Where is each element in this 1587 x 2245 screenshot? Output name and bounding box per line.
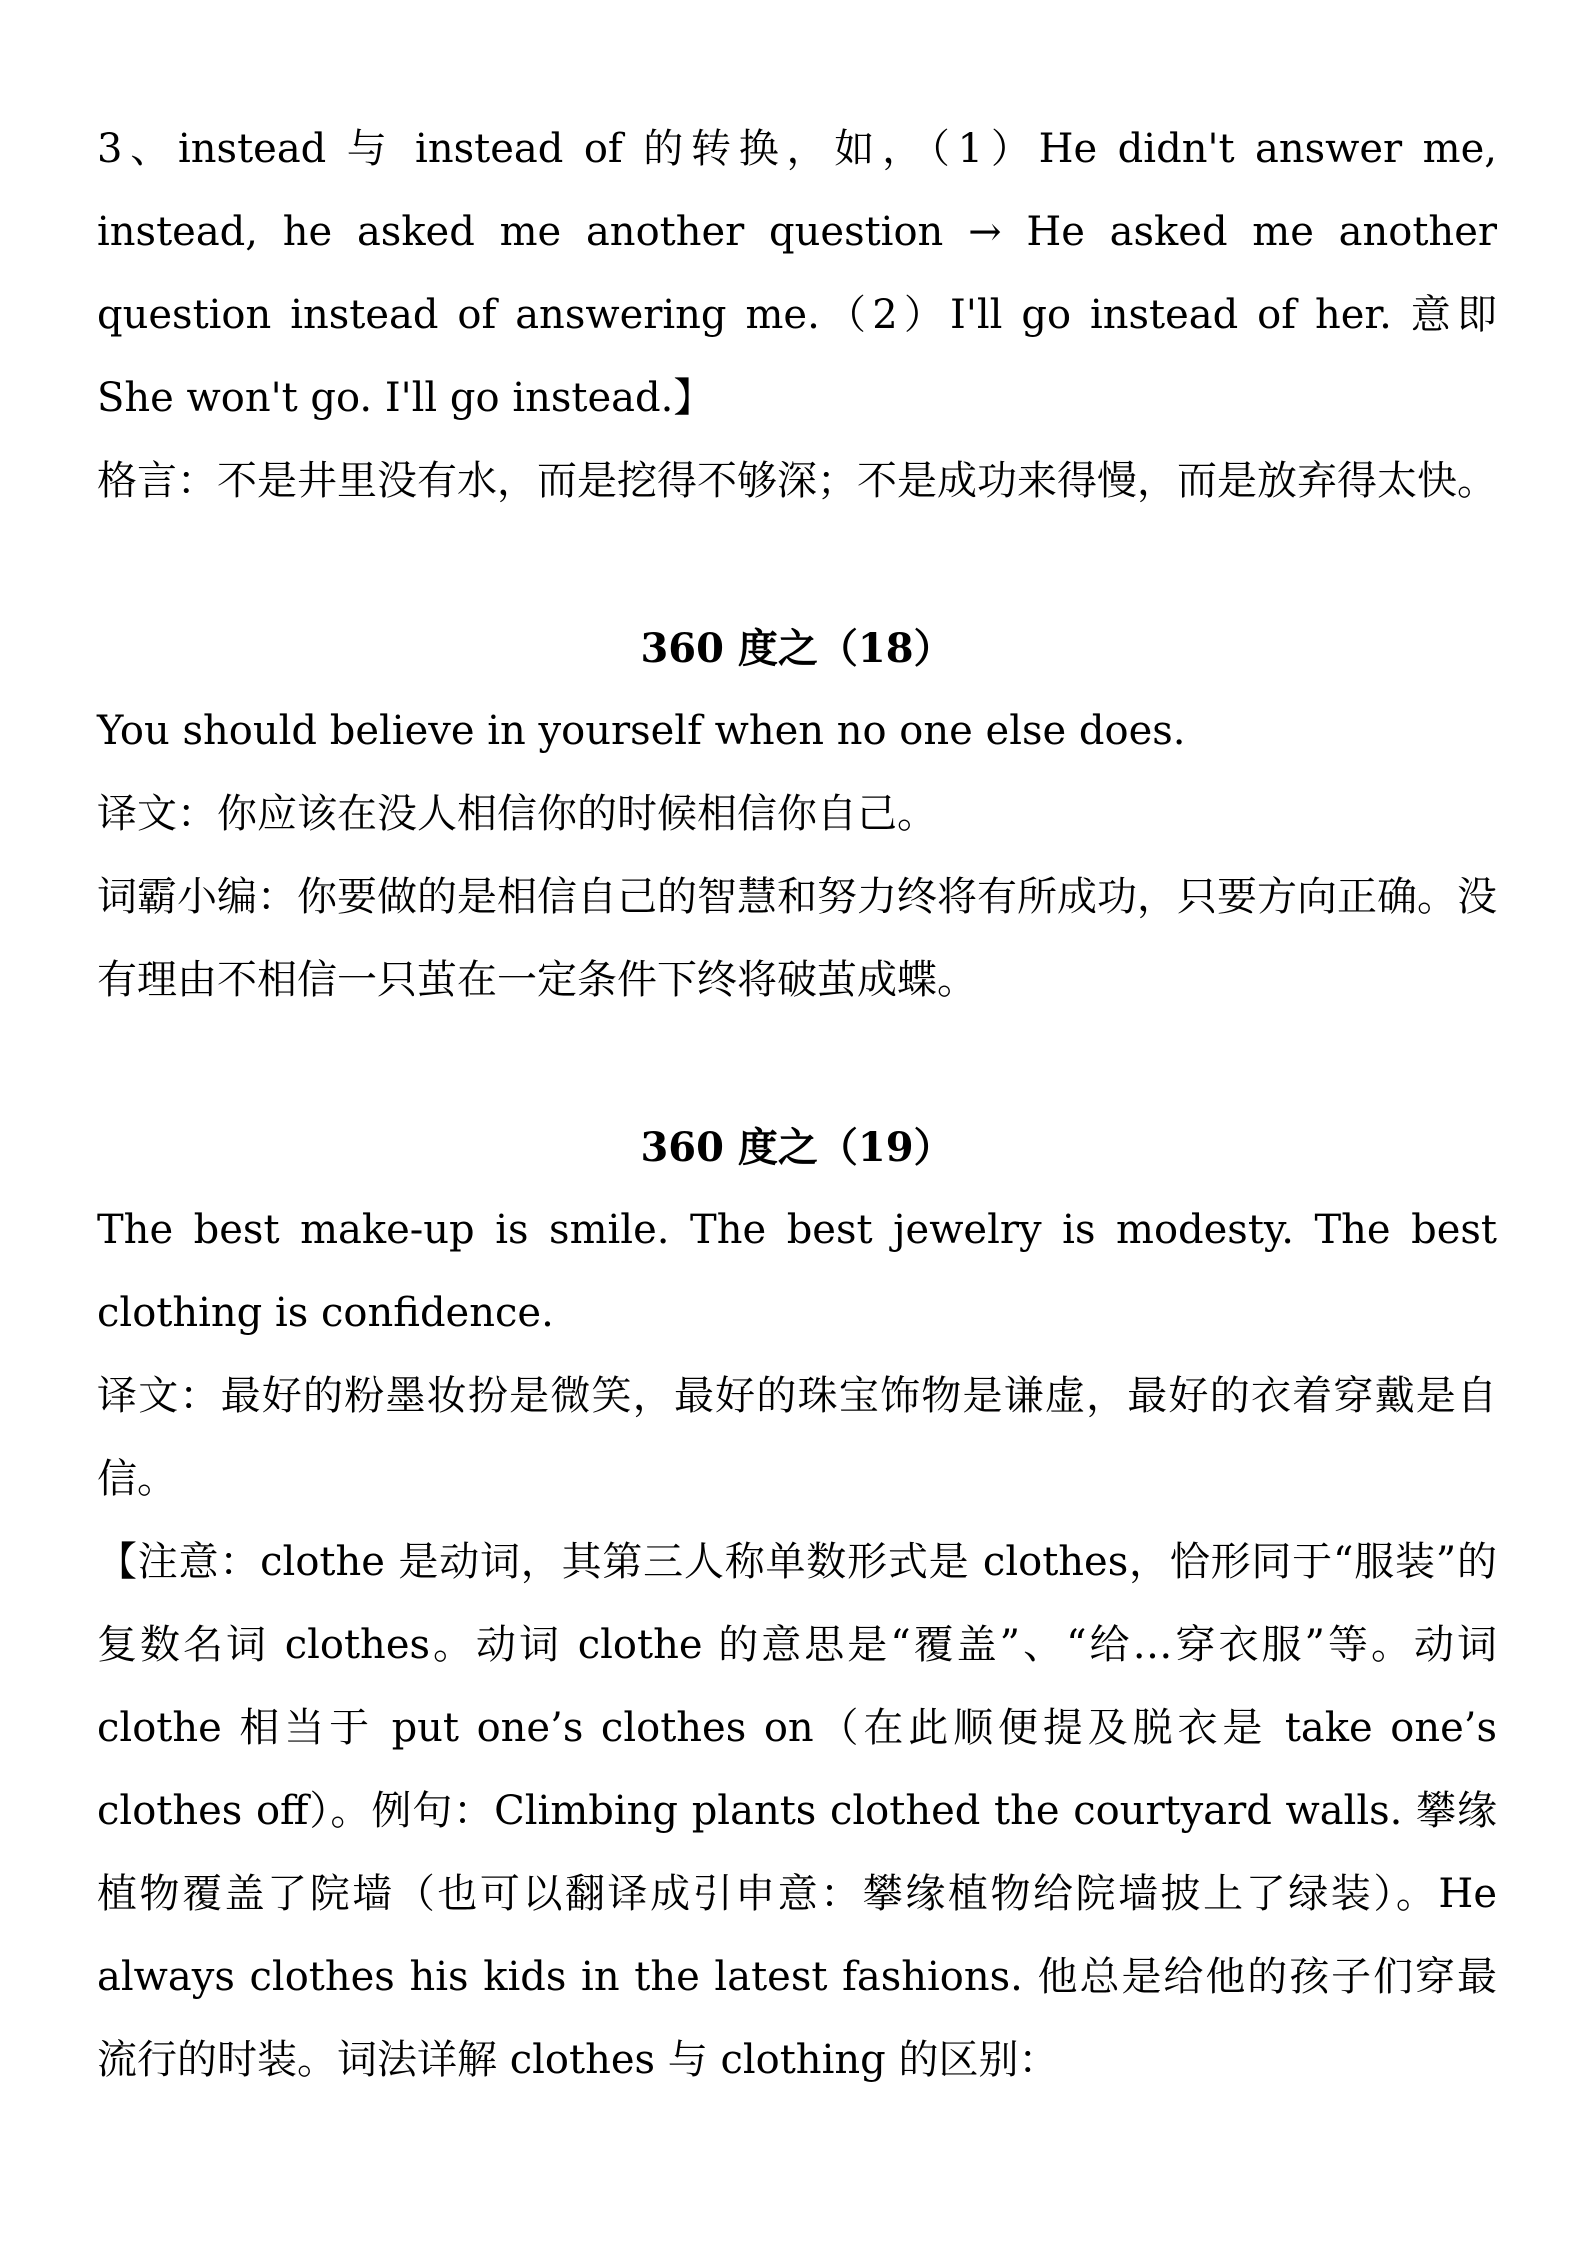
section-19-translation: 译文：最好的粉墨妆扮是微笑，最好的珠宝饰物是谦虚，最好的衣着穿戴是自信。 (97, 1373, 1497, 1502)
section-spacer (97, 523, 1497, 607)
section-18-title: 360 度之（18） (640, 625, 954, 672)
instead-conversion-paragraph: 3、instead 与 instead of 的转换，如，（1）He didn't answer me, instead, he asked me another question → He asked me another question instead of answering me.（2）I'll go instead of her. 意即 She won't go. I'll go instead.】 (97, 126, 1497, 421)
section-18-note: 词霸小编：你要做的是相信自己的智慧和努力终将有所成功，只要方向正确。没有理由不相信一只茧在一定条件下终将破茧成蝶。 (97, 874, 1497, 1003)
section-spacer (97, 1022, 1497, 1106)
section-19-title: 360 度之（19） (640, 1124, 954, 1171)
section-19-note: 【注意：clothe 是动词，其第三人称单数形式是 clothes，恰形同于“服装”的复数名词 clothes。动词 clothe 的意思是“覆盖”、“给…穿衣服”等。动词 clothe 相当于 put one’s clothes on（在此顺便提及脱衣是 take one’s clothes off）。例句：Climbing plants clothed the courtyard walls. 攀缘植物覆盖了院墙（也可以翻译成引申意：攀缘植物给院墙披上了绿装）。He always clothes his kids in the latest fashions. 他总是给他的孩子们穿最流行的时装。词法详解 clothes 与 clothing 的区别： (97, 1539, 1497, 2083)
section-18-english: You should believe in yourself when no one else does. (97, 708, 1186, 754)
maxim-paragraph: 格言：不是井里没有水，而是挖得不够深；不是成功来得慢，而是放弃得太快。 (97, 458, 1497, 504)
section-19-english: The best make-up is smile. The best jewelry is modesty. The best clothing is confidence. (97, 1207, 1497, 1336)
section-18-translation: 译文：你应该在没人相信你的时候相信你自己。 (97, 791, 937, 837)
document-page (97, 108, 1497, 2102)
